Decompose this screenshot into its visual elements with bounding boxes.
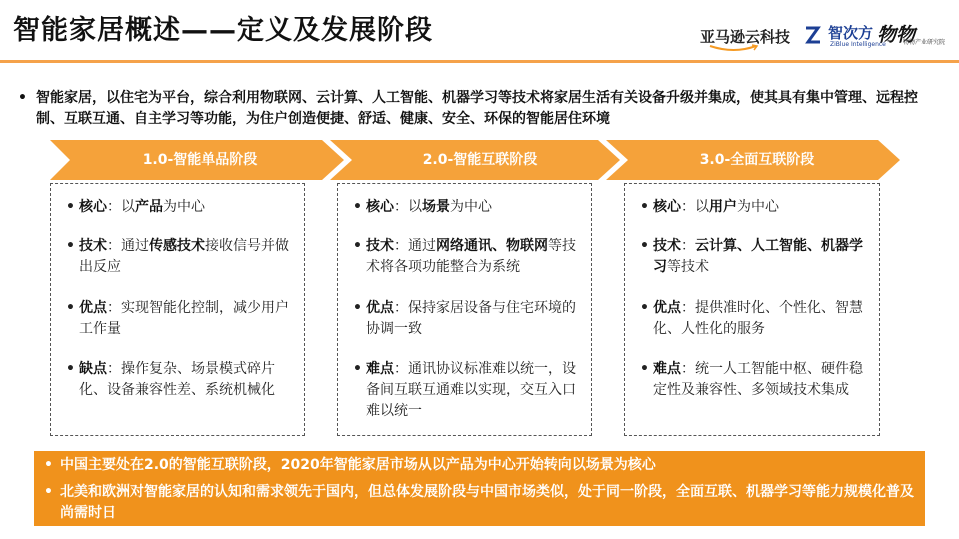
amazon-logo-text: 亚马逊云科技	[700, 28, 791, 46]
bullet-dot: •	[18, 90, 27, 106]
stage3-core: • 核心：以用户为中心	[640, 199, 779, 215]
stage3-tech: • 技术：云计算、人工智能、机器学习等技术	[640, 238, 863, 275]
stage2-tech: • 技术：通过网络通讯、物联网等技术将各项功能整合为系统	[353, 238, 576, 275]
intro-text: 智能家居，以住宅为平台，综合利用物联网、云计算、人工智能、机器学习等技术将家居生活有关设备升级并集成，使其具有集中管理、远程控制、互联互通、自主学习等功能，为住户创造便捷、舒适、健康、安全、环保的智能居住环境	[36, 90, 918, 127]
stage3-pros: • 优点：提供准时化、个性化、智慧化、人性化的服务	[640, 300, 863, 337]
stage1-tech: • 技术：通过传感技术接收信号并做出反应	[66, 238, 289, 275]
summary-point-1: • 中国主要处在2.0的智能互联阶段，2020年智能家居市场从以产品为中心开始转向以场景为核心	[44, 457, 656, 473]
wuwu-logo-subtext: 物物产业研究院	[903, 39, 946, 46]
zcf-logo-text: 智次方	[828, 24, 874, 42]
summary-point-2: • 北美和欧洲对智能家居的认知和需求领先于国内，但总体发展阶段与中国市场类似，处于同一阶段，全面互联、机器学习等能力规模化普及尚需时日	[44, 484, 914, 521]
amazon-smile-icon	[708, 44, 760, 52]
stage3-difficulty: • 难点：统一人工智能中枢、硬件稳定性及兼容性、多领域技术集成	[640, 361, 863, 398]
stage-label-1: 1.0-智能单品阶段	[142, 152, 258, 168]
stage-label-2: 2.0-智能互联阶段	[422, 152, 538, 168]
stage-label-3: 3.0-全面互联阶段	[699, 152, 815, 168]
stage2-difficulty: • 难点：通讯协议标准难以统一，设备间互联互通难以实现，交互入口难以统一	[353, 361, 576, 419]
intro-paragraph	[18, 88, 943, 130]
zcf-logo-subtext: ZiBlue Intelligence	[830, 41, 886, 48]
stage1-pros: • 优点：实现智能化控制，减少用户工作量	[66, 300, 289, 337]
wuwu-logo-text: 物物	[877, 24, 916, 46]
stage2-core: • 核心：以场景为中心	[353, 199, 492, 215]
stage1-cons: • 缺点：操作复杂、场景模式碎片化、设备兼容性差、系统机械化	[66, 361, 275, 398]
stage2-pros: • 优点：保持家居设备与住宅环境的协调一致	[353, 300, 576, 337]
title-underline	[0, 60, 959, 63]
page-title: 智能家居概述——定义及发展阶段	[13, 15, 433, 46]
stage1-core: • 核心：以产品为中心	[66, 199, 205, 215]
